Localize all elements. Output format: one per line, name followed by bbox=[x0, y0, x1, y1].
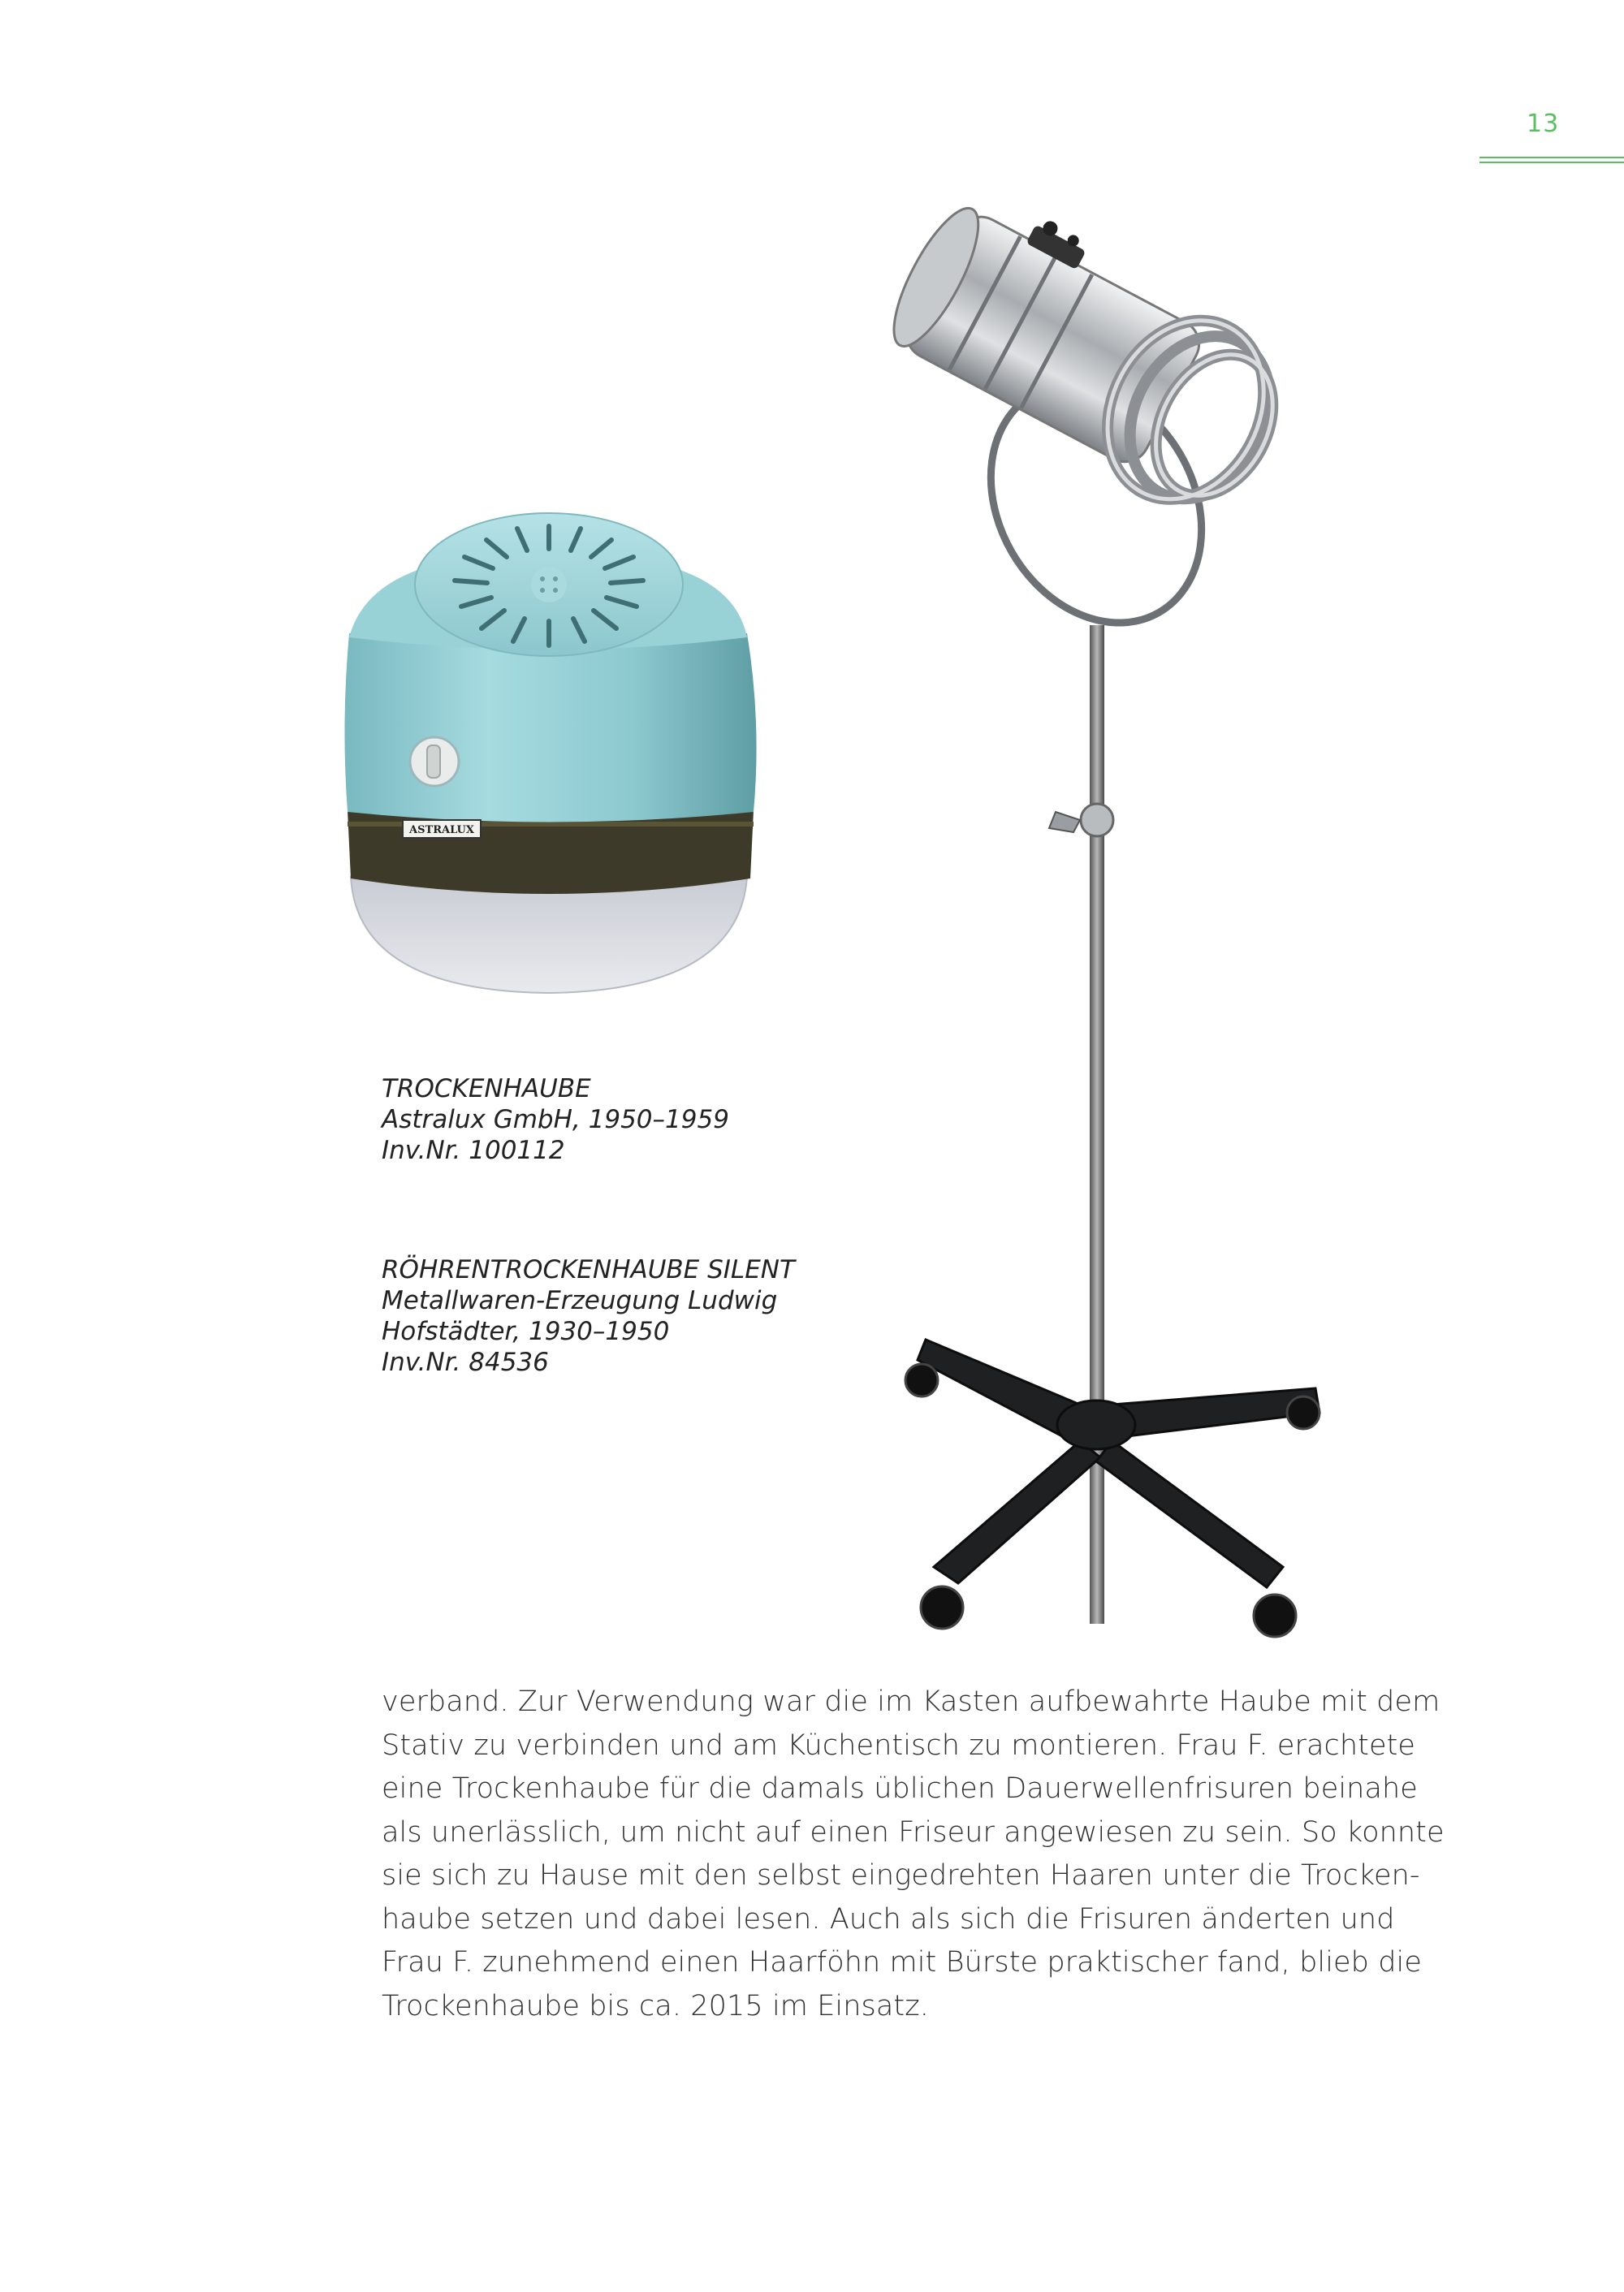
caption-line: Inv.Nr. 84536 bbox=[382, 1348, 549, 1377]
body-line: sie sich zu Hause mit den selbst eingedrehten Haaren unter die Trocken- bbox=[382, 1859, 1420, 1892]
caption-line: TROCKENHAUBE bbox=[382, 1074, 591, 1103]
body-line: als unerlässlich, um nicht auf einen Friseur angewiesen zu sein. So konnte bbox=[382, 1815, 1445, 1849]
body-line: verband. Zur Verwendung war die im Kasten aufbewahrte Haube mit dem bbox=[382, 1686, 1440, 1718]
caption-line: Astralux GmbH, 1950–1959 bbox=[382, 1105, 729, 1134]
caption-line: Metallwaren-Erzeugung Ludwig bbox=[382, 1286, 778, 1315]
brand-label: ASTRALUX bbox=[409, 824, 474, 836]
dryer-hood-image bbox=[333, 503, 788, 1007]
body-paragraph bbox=[382, 1681, 1462, 2028]
body-line: Trockenhaube bis ca. 2015 im Einsatz. bbox=[382, 1989, 929, 2022]
caption-line: Inv.Nr. 100112 bbox=[382, 1136, 565, 1165]
page-number: 13 bbox=[1527, 110, 1560, 138]
caption-silent bbox=[382, 1254, 795, 1378]
tube-dryer-stand-image bbox=[861, 187, 1397, 1648]
body-line: eine Trockenhaube für die damals üblichen Dauerwellenfrisuren beinahe bbox=[382, 1772, 1418, 1805]
body-line: Frau F. zunehmend einen Haarföhn mit Bürste praktischer fand, blieb die bbox=[382, 1946, 1422, 1979]
page-rule bbox=[1479, 157, 1624, 158]
body-line: Stativ zu verbinden und am Küchentisch zu montieren. Frau F. erachtete bbox=[382, 1729, 1416, 1762]
caption-line: Hofstädter, 1930–1950 bbox=[382, 1317, 670, 1346]
caption-line: RÖHRENTROCKENHAUBE SILENT bbox=[382, 1255, 795, 1284]
page-rule bbox=[1479, 162, 1624, 163]
caption-astralux bbox=[382, 1073, 729, 1166]
body-line: haube setzen und dabei lesen. Auch als sich die Frisuren änderten und bbox=[382, 1902, 1395, 1936]
